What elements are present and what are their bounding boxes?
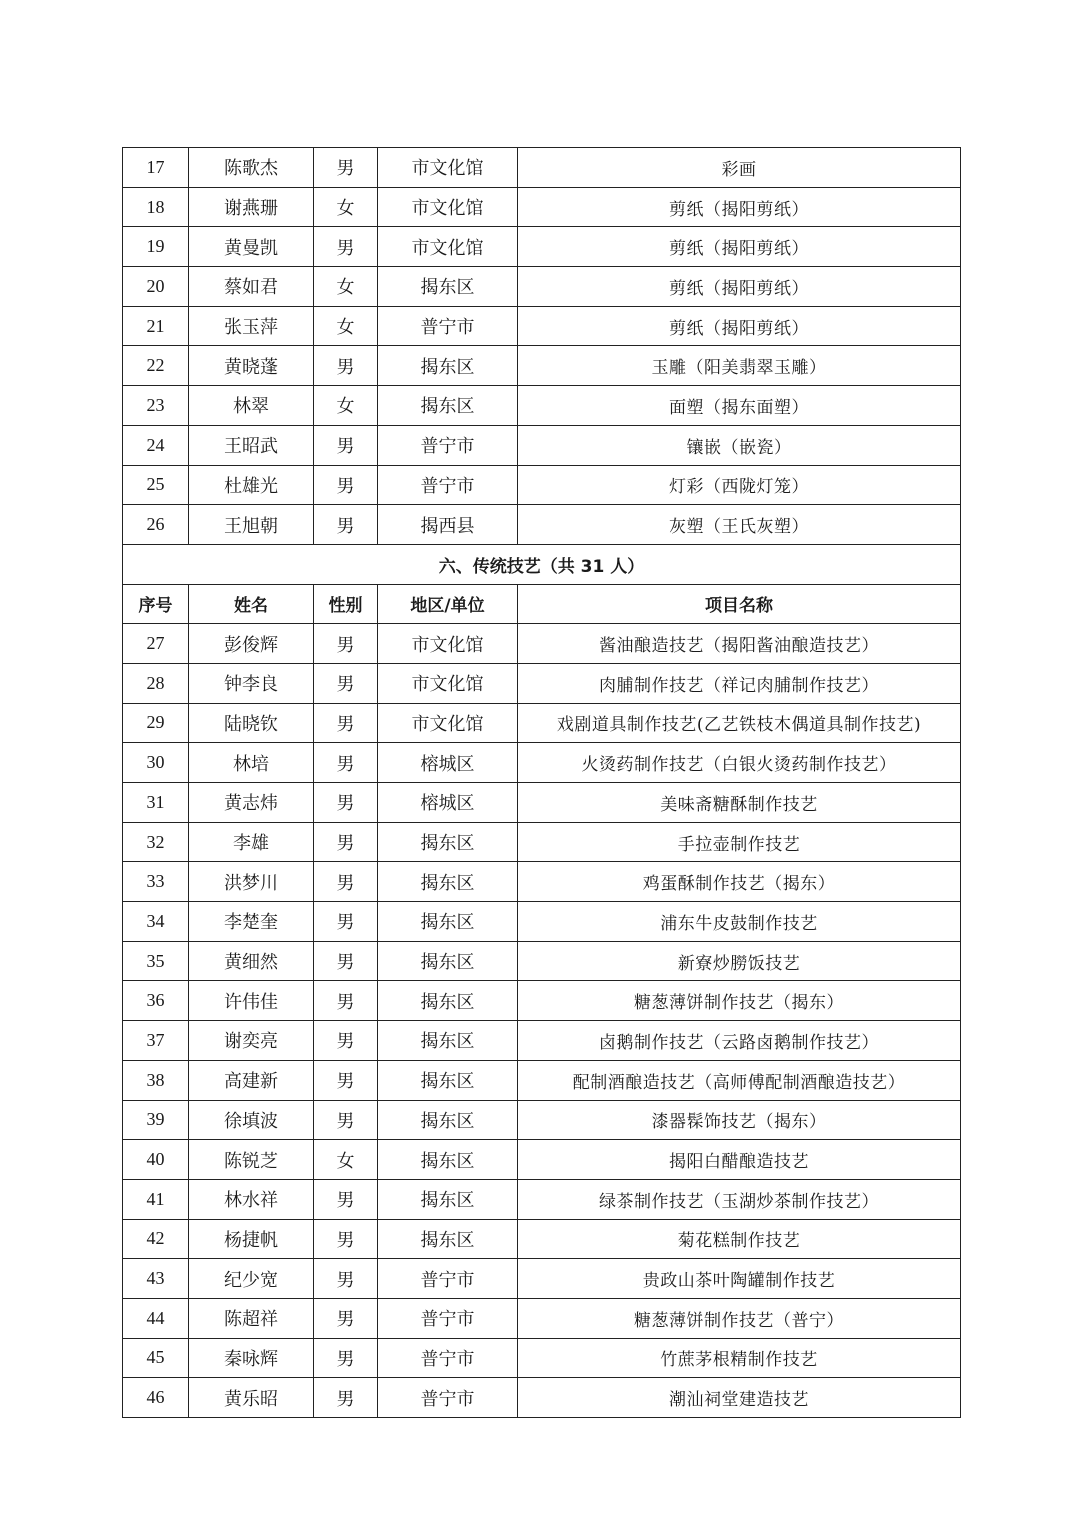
cell-name: 蔡如君 bbox=[189, 267, 314, 307]
table-row bbox=[123, 663, 961, 703]
cell-no: 32 bbox=[123, 822, 189, 862]
cell-region: 市文化馆 bbox=[378, 663, 518, 703]
inheritor-roster-table bbox=[122, 147, 961, 1418]
table-row bbox=[123, 386, 961, 426]
cell-region: 揭东区 bbox=[378, 1219, 518, 1259]
cell-project: 贵政山茶叶陶罐制作技艺 bbox=[518, 1259, 961, 1299]
cell-gender: 男 bbox=[314, 981, 378, 1021]
cell-region: 市文化馆 bbox=[378, 187, 518, 227]
cell-region: 揭东区 bbox=[378, 1100, 518, 1140]
table-row bbox=[123, 267, 961, 307]
header-project: 项目名称 bbox=[518, 584, 961, 624]
table-row bbox=[123, 743, 961, 783]
cell-region: 揭西县 bbox=[378, 505, 518, 545]
cell-region: 揭东区 bbox=[378, 1140, 518, 1180]
cell-region: 揭东区 bbox=[378, 1021, 518, 1061]
cell-project: 卤鹅制作技艺（云路卤鹅制作技艺） bbox=[518, 1021, 961, 1061]
cell-name: 谢奕亮 bbox=[189, 1021, 314, 1061]
cell-region: 揭东区 bbox=[378, 822, 518, 862]
cell-name: 黄志炜 bbox=[189, 783, 314, 823]
cell-name: 陆晓钦 bbox=[189, 703, 314, 743]
table-row bbox=[123, 902, 961, 942]
cell-gender: 男 bbox=[314, 902, 378, 942]
cell-project: 糖葱薄饼制作技艺（揭东） bbox=[518, 981, 961, 1021]
cell-name: 黄乐昭 bbox=[189, 1378, 314, 1418]
table-row bbox=[123, 1140, 961, 1180]
cell-no: 34 bbox=[123, 902, 189, 942]
table-row bbox=[123, 227, 961, 267]
table-row bbox=[123, 783, 961, 823]
cell-project: 手拉壶制作技艺 bbox=[518, 822, 961, 862]
cell-project: 鸡蛋酥制作技艺（揭东） bbox=[518, 862, 961, 902]
cell-name: 杜雄光 bbox=[189, 465, 314, 505]
cell-gender: 男 bbox=[314, 227, 378, 267]
cell-project: 揭阳白醋酿造技艺 bbox=[518, 1140, 961, 1180]
section-block bbox=[123, 544, 961, 623]
header-name: 姓名 bbox=[189, 584, 314, 624]
table-row bbox=[123, 1179, 961, 1219]
cell-name: 陈歌杰 bbox=[189, 148, 314, 188]
cell-name: 黄晓蓬 bbox=[189, 346, 314, 386]
table-row bbox=[123, 346, 961, 386]
cell-name: 林翠 bbox=[189, 386, 314, 426]
table-row bbox=[123, 1021, 961, 1061]
header-no: 序号 bbox=[123, 584, 189, 624]
cell-project: 镶嵌（嵌瓷） bbox=[518, 425, 961, 465]
cell-no: 30 bbox=[123, 743, 189, 783]
cell-gender: 男 bbox=[314, 1021, 378, 1061]
cell-name: 陈锐芝 bbox=[189, 1140, 314, 1180]
cell-no: 24 bbox=[123, 425, 189, 465]
cell-project: 酱油酿造技艺（揭阳酱油酿造技艺） bbox=[518, 624, 961, 664]
cell-no: 22 bbox=[123, 346, 189, 386]
cell-name: 钟李良 bbox=[189, 663, 314, 703]
cell-region: 揭东区 bbox=[378, 1060, 518, 1100]
cell-project: 面塑（揭东面塑） bbox=[518, 386, 961, 426]
cell-gender: 男 bbox=[314, 624, 378, 664]
table-row bbox=[123, 1378, 961, 1418]
cell-region: 榕城区 bbox=[378, 743, 518, 783]
cell-project: 浦东牛皮鼓制作技艺 bbox=[518, 902, 961, 942]
cell-name: 杨捷帆 bbox=[189, 1219, 314, 1259]
cell-gender: 女 bbox=[314, 267, 378, 307]
cell-no: 17 bbox=[123, 148, 189, 188]
cell-no: 45 bbox=[123, 1338, 189, 1378]
cell-no: 26 bbox=[123, 505, 189, 545]
cell-name: 陈超祥 bbox=[189, 1298, 314, 1338]
cell-project: 玉雕（阳美翡翠玉雕） bbox=[518, 346, 961, 386]
cell-gender: 男 bbox=[314, 1338, 378, 1378]
cell-region: 普宁市 bbox=[378, 465, 518, 505]
cell-region: 普宁市 bbox=[378, 1298, 518, 1338]
cell-region: 普宁市 bbox=[378, 306, 518, 346]
cell-name: 黄曼凯 bbox=[189, 227, 314, 267]
cell-no: 41 bbox=[123, 1179, 189, 1219]
cell-no: 44 bbox=[123, 1298, 189, 1338]
cell-region: 市文化馆 bbox=[378, 227, 518, 267]
cell-gender: 女 bbox=[314, 187, 378, 227]
cell-no: 38 bbox=[123, 1060, 189, 1100]
cell-gender: 男 bbox=[314, 465, 378, 505]
cell-name: 李雄 bbox=[189, 822, 314, 862]
cell-name: 黄细然 bbox=[189, 941, 314, 981]
table-row bbox=[123, 1338, 961, 1378]
cell-region: 市文化馆 bbox=[378, 703, 518, 743]
cell-no: 37 bbox=[123, 1021, 189, 1061]
cell-region: 市文化馆 bbox=[378, 624, 518, 664]
cell-no: 43 bbox=[123, 1259, 189, 1299]
cell-project: 彩画 bbox=[518, 148, 961, 188]
cell-region: 揭东区 bbox=[378, 267, 518, 307]
cell-no: 36 bbox=[123, 981, 189, 1021]
table-row bbox=[123, 1259, 961, 1299]
cell-project: 灯彩（西陇灯笼） bbox=[518, 465, 961, 505]
cell-no: 29 bbox=[123, 703, 189, 743]
table-row bbox=[123, 425, 961, 465]
cell-project: 剪纸（揭阳剪纸） bbox=[518, 227, 961, 267]
cell-gender: 男 bbox=[314, 1378, 378, 1418]
cell-region: 揭东区 bbox=[378, 386, 518, 426]
cell-gender: 男 bbox=[314, 1219, 378, 1259]
cell-name: 彭俊辉 bbox=[189, 624, 314, 664]
cell-name: 高建新 bbox=[189, 1060, 314, 1100]
cell-project: 漆器髹饰技艺（揭东） bbox=[518, 1100, 961, 1140]
cell-name: 洪梦川 bbox=[189, 862, 314, 902]
cell-gender: 男 bbox=[314, 1259, 378, 1299]
cell-no: 19 bbox=[123, 227, 189, 267]
cell-name: 谢燕珊 bbox=[189, 187, 314, 227]
cell-gender: 男 bbox=[314, 1298, 378, 1338]
cell-name: 许伟佳 bbox=[189, 981, 314, 1021]
table-row bbox=[123, 981, 961, 1021]
cell-gender: 男 bbox=[314, 941, 378, 981]
cell-region: 揭东区 bbox=[378, 862, 518, 902]
cell-project: 灰塑（王氏灰塑） bbox=[518, 505, 961, 545]
cell-name: 徐填波 bbox=[189, 1100, 314, 1140]
cell-gender: 男 bbox=[314, 822, 378, 862]
cell-gender: 男 bbox=[314, 1100, 378, 1140]
cell-region: 揭东区 bbox=[378, 346, 518, 386]
cell-project: 菊花糕制作技艺 bbox=[518, 1219, 961, 1259]
cell-name: 王旭朝 bbox=[189, 505, 314, 545]
table-row bbox=[123, 1100, 961, 1140]
cell-gender: 男 bbox=[314, 663, 378, 703]
cell-region: 普宁市 bbox=[378, 1259, 518, 1299]
header-region: 地区/单位 bbox=[378, 584, 518, 624]
cell-gender: 男 bbox=[314, 505, 378, 545]
table-row bbox=[123, 703, 961, 743]
cell-region: 揭东区 bbox=[378, 941, 518, 981]
cell-project: 火烫药制作技艺（白银火烫药制作技艺） bbox=[518, 743, 961, 783]
cell-no: 28 bbox=[123, 663, 189, 703]
cell-gender: 女 bbox=[314, 1140, 378, 1180]
table-row bbox=[123, 862, 961, 902]
cell-no: 27 bbox=[123, 624, 189, 664]
cell-region: 揭东区 bbox=[378, 981, 518, 1021]
cell-project: 竹蔗茅根精制作技艺 bbox=[518, 1338, 961, 1378]
cell-no: 25 bbox=[123, 465, 189, 505]
roster-body-top bbox=[123, 148, 961, 545]
table-row bbox=[123, 1219, 961, 1259]
table-row bbox=[123, 941, 961, 981]
cell-gender: 女 bbox=[314, 386, 378, 426]
cell-project: 肉脯制作技艺（祥记肉脯制作技艺） bbox=[518, 663, 961, 703]
table-row bbox=[123, 465, 961, 505]
cell-no: 39 bbox=[123, 1100, 189, 1140]
cell-gender: 男 bbox=[314, 862, 378, 902]
cell-project: 绿茶制作技艺（玉湖炒茶制作技艺） bbox=[518, 1179, 961, 1219]
cell-no: 40 bbox=[123, 1140, 189, 1180]
cell-region: 揭东区 bbox=[378, 1179, 518, 1219]
cell-no: 35 bbox=[123, 941, 189, 981]
cell-name: 王昭武 bbox=[189, 425, 314, 465]
cell-no: 46 bbox=[123, 1378, 189, 1418]
cell-project: 糖葱薄饼制作技艺（普宁） bbox=[518, 1298, 961, 1338]
cell-name: 林培 bbox=[189, 743, 314, 783]
cell-gender: 男 bbox=[314, 1060, 378, 1100]
roster-body-bottom bbox=[123, 624, 961, 1418]
cell-gender: 男 bbox=[314, 1179, 378, 1219]
cell-project: 配制酒酿造技艺（高师傅配制酒酿造技艺） bbox=[518, 1060, 961, 1100]
table-row bbox=[123, 187, 961, 227]
cell-gender: 女 bbox=[314, 306, 378, 346]
section-title-row bbox=[123, 544, 961, 584]
cell-project: 美味斋糖酥制作技艺 bbox=[518, 783, 961, 823]
cell-region: 普宁市 bbox=[378, 425, 518, 465]
cell-no: 20 bbox=[123, 267, 189, 307]
cell-gender: 男 bbox=[314, 783, 378, 823]
cell-project: 新寮炒朥饭技艺 bbox=[518, 941, 961, 981]
cell-project: 剪纸（揭阳剪纸） bbox=[518, 267, 961, 307]
cell-no: 42 bbox=[123, 1219, 189, 1259]
cell-gender: 男 bbox=[314, 148, 378, 188]
cell-gender: 男 bbox=[314, 425, 378, 465]
cell-name: 纪少宽 bbox=[189, 1259, 314, 1299]
header-gender: 性别 bbox=[314, 584, 378, 624]
cell-gender: 男 bbox=[314, 703, 378, 743]
section-title: 六、传统技艺（共 31 人） bbox=[123, 544, 961, 584]
cell-name: 林水祥 bbox=[189, 1179, 314, 1219]
cell-no: 31 bbox=[123, 783, 189, 823]
table-row bbox=[123, 306, 961, 346]
table-row bbox=[123, 1060, 961, 1100]
cell-no: 18 bbox=[123, 187, 189, 227]
cell-no: 23 bbox=[123, 386, 189, 426]
cell-no: 33 bbox=[123, 862, 189, 902]
cell-project: 剪纸（揭阳剪纸） bbox=[518, 187, 961, 227]
cell-region: 揭东区 bbox=[378, 902, 518, 942]
cell-gender: 男 bbox=[314, 743, 378, 783]
cell-project: 潮汕祠堂建造技艺 bbox=[518, 1378, 961, 1418]
cell-region: 普宁市 bbox=[378, 1338, 518, 1378]
table-row bbox=[123, 148, 961, 188]
header-row bbox=[123, 584, 961, 624]
cell-project: 戏剧道具制作技艺(乙艺铁枝木偶道具制作技艺) bbox=[518, 703, 961, 743]
cell-region: 市文化馆 bbox=[378, 148, 518, 188]
cell-region: 榕城区 bbox=[378, 783, 518, 823]
cell-name: 张玉萍 bbox=[189, 306, 314, 346]
cell-region: 普宁市 bbox=[378, 1378, 518, 1418]
cell-name: 秦咏辉 bbox=[189, 1338, 314, 1378]
cell-name: 李楚奎 bbox=[189, 902, 314, 942]
cell-no: 21 bbox=[123, 306, 189, 346]
table-row bbox=[123, 505, 961, 545]
table-row bbox=[123, 1298, 961, 1338]
cell-project: 剪纸（揭阳剪纸） bbox=[518, 306, 961, 346]
cell-gender: 男 bbox=[314, 346, 378, 386]
table-row bbox=[123, 624, 961, 664]
table-row bbox=[123, 822, 961, 862]
